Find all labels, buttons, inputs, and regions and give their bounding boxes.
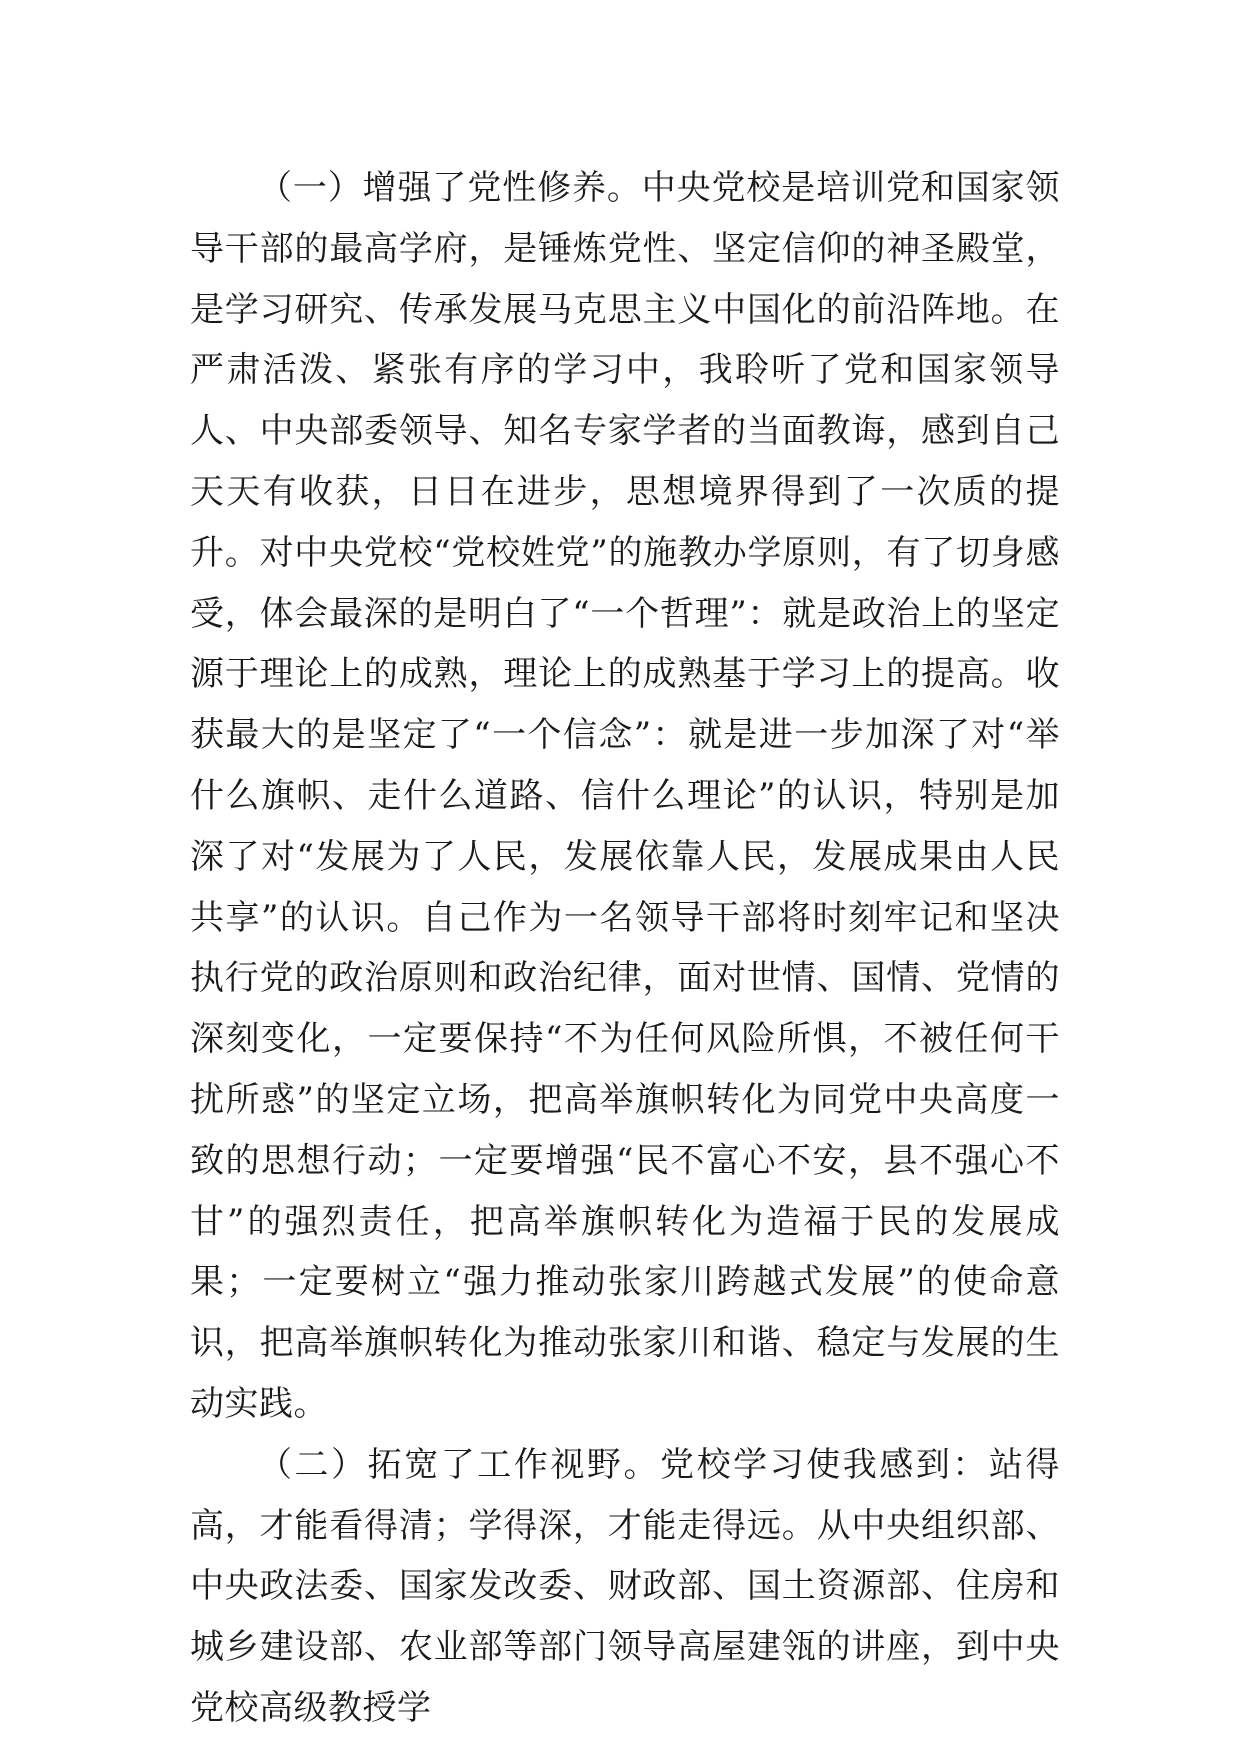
- document-body: [190, 158, 1060, 1739]
- paragraph-party-spirit: （一）增强了党性修养。中央党校是培训党和国家领导干部的最高学府，是锤炼党性、坚定信仰的神圣殿堂，是学习研究、传承发展马克思主义中国化的前沿阵地。在严肃活泼、紧张有序的学习中，我聆听了党和国家领导人、中央部委领导、知名专家学者的当面教诲，感到自己天天有收获，日日在进步，思想境界得到了一次质的提升。对中央党校“党校姓党”的施教办学原则，有了切身感受，体会最深的是明白了“一个哲理”：就是政治上的坚定源于理论上的成熟，理论上的成熟基于学习上的提高。收获最大的是坚定了“一个信念”：就是进一步加深了对“举什么旗帜、走什么道路、信什么理论”的认识，特别是加深了对“发展为了人民，发展依靠人民，发展成果由人民共享”的认识。自己作为一名领导干部将时刻牢记和坚决执行党的政治原则和政治纪律，面对世情、国情、党情的深刻变化，一定要保持“不为任何风险所惧，不被任何干扰所惑”的坚定立场，把高举旗帜转化为同党中央高度一致的思想行动；一定要增强“民不富心不安，县不强心不甘”的强烈责任，把高举旗帜转化为造福于民的发展成果；一定要树立“强力推动张家川跨越式发展”的使命意识，把高举旗帜转化为推动张家川和谐、稳定与发展的生动实践。: [190, 168, 1060, 1424]
- paragraph-work-vision: （二）拓宽了工作视野。党校学习使我感到：站得高，才能看得清；学得深，才能走得远。从中央组织部、中央政法委、国家发改委、财政部、国土资源部、住房和城乡建设部、农业部等部门领导高屋建瓴的讲座，到中央党校高级教授学: [190, 1444, 1060, 1728]
